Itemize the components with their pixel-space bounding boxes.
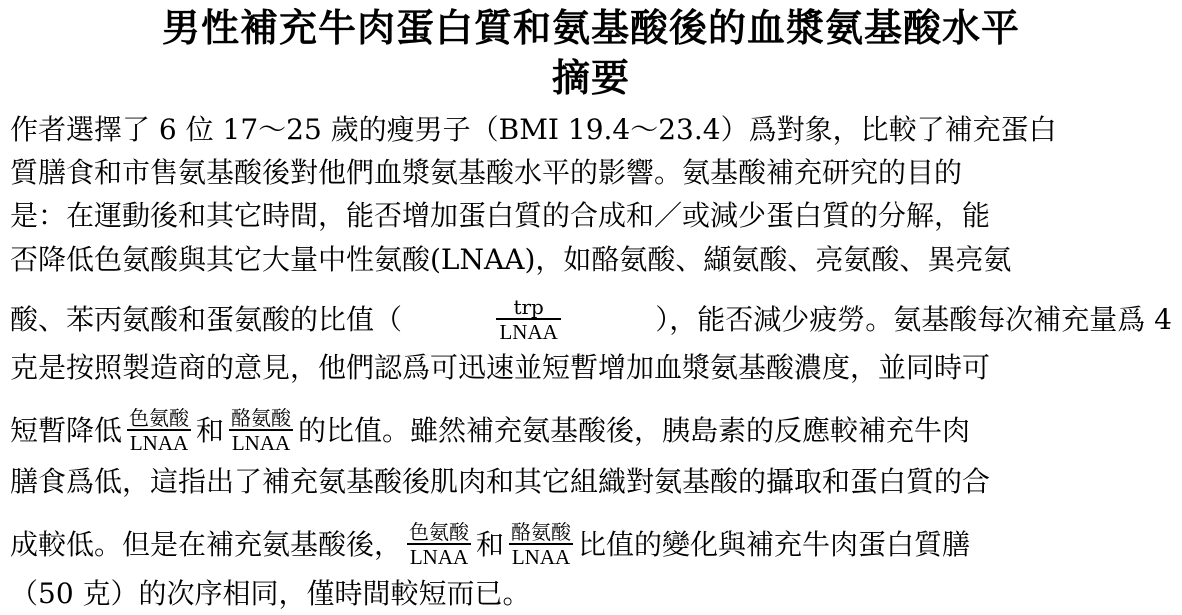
fraction-denominator: LNAA [496,318,560,344]
text-line-10: （50 克）的次序相同，僅時間較短而已。 [10,577,531,610]
fraction-trp-cn-lnaa [406,521,472,569]
text-line-5 [10,296,1172,344]
fraction-trp-lnaa [496,296,560,344]
fraction-trp-cn-lnaa [126,407,192,455]
text-line-7 [10,407,1172,455]
fraction-numerator: 酪氨酸 [231,406,292,430]
text-line-9-part-3: 比值的變化與補充牛肉蛋白質膳 [578,528,971,561]
text-line-5-part-1: 酸、苯丙氨酸和蛋氨酸的比值（ [10,303,403,336]
fraction-denominator: LNAA [509,543,573,569]
text-line-3: 是：在運動後和其它時間，能否增加蛋白質的合成和／或減少蛋白質的分解，能 [10,199,991,232]
fraction-numerator: 酪氨酸 [511,520,572,544]
fraction-denominator: LNAA [127,429,191,455]
text-line-6: 克是按照製造商的意見，他們認爲可迅速並短暫增加血漿氨基酸濃度，並同時可 [10,351,991,384]
fraction-numerator: 色氨酸 [129,406,190,430]
title: 男性補充牛肉蛋白質和氨基酸後的血漿氨基酸水平 [161,5,1020,50]
fraction-numerator: trp [513,295,544,319]
text-line-7-part-1: 短暫降低 [10,414,123,447]
text-line-2: 質膳食和市售氨基酸後對他們血漿氨基酸水平的影響。氨基酸補充研究的目的 [10,156,963,189]
text-line-9-part-1: 成較低。但是在補充氨基酸後， [10,528,403,561]
text-line-8: 膳食爲低，這指出了補充氨基酸後肌肉和其它組織對氨基酸的攝取和蛋白質的合 [10,465,991,498]
fraction-tyr-lnaa [508,521,574,569]
text-line-1: 作者選擇了 6 位 17～25 歲的瘦男子（BMI 19.4～23.4）爲對象，比較了補充蛋白 [10,113,1057,146]
subtitle: 摘要 [551,55,630,100]
text-line-9 [10,521,1172,569]
text-line-4: 否降低色氨酸與其它大量中性氨酸(LNAA)，如酪氨酸、纈氨酸、亮氨酸、異亮氨 [10,243,1012,276]
fraction-tyr-lnaa [228,407,294,455]
text-line-7-part-2: 和 [196,414,225,447]
fraction-denominator: LNAA [407,543,471,569]
text-line-7-part-3: 的比值。雖然補充氨基酸後，胰島素的反應較補充牛肉 [298,414,971,447]
fraction-denominator: LNAA [229,429,293,455]
fraction-numerator: 色氨酸 [409,520,470,544]
text-line-9-part-2: 和 [476,528,505,561]
text-line-5-part-2: ），能否減少疲勞。氨基酸每次補充量爲 4 [655,303,1172,336]
